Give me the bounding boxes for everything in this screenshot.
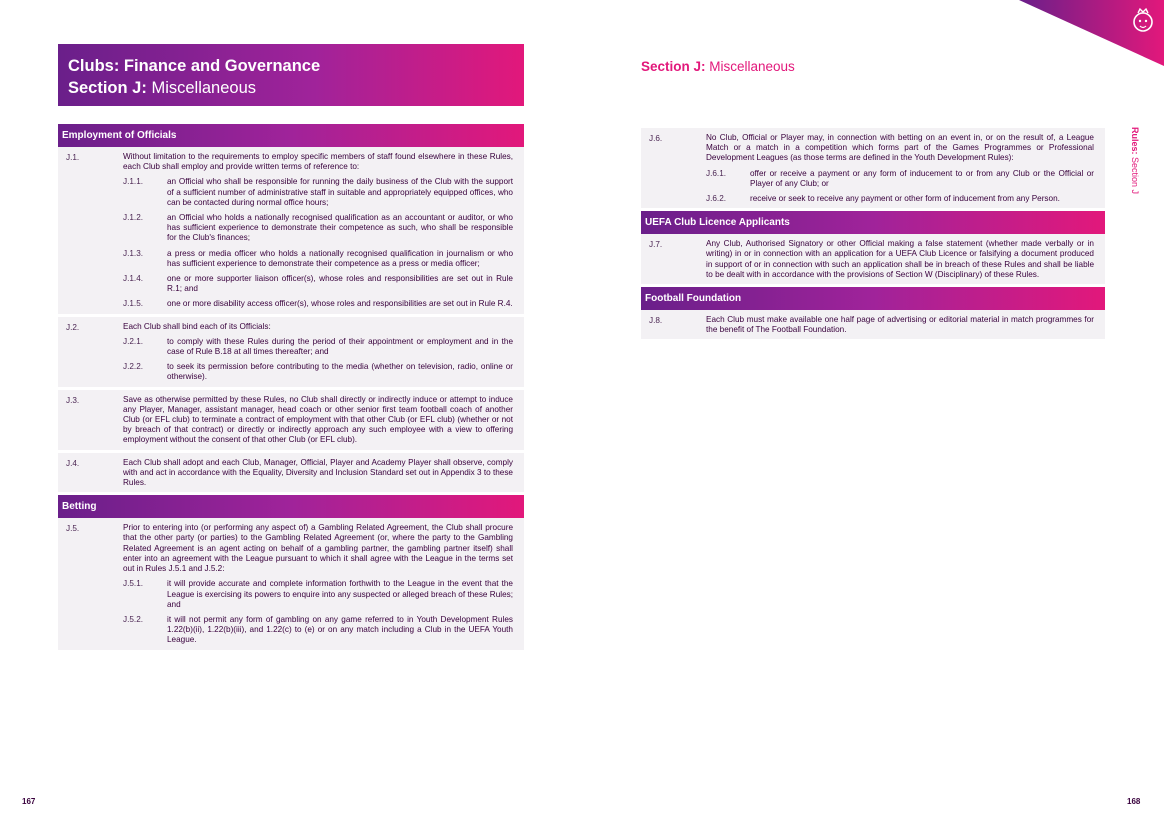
page-subtitle: Section J: Miscellaneous: [68, 79, 256, 97]
sub-rule: [123, 274, 513, 294]
sub-rule: [123, 177, 513, 208]
sub-rule-number: J.1.4.: [123, 274, 144, 284]
left-column: [58, 124, 524, 653]
section-heading-uefa: UEFA Club Licence Applicants: [641, 211, 1105, 234]
rule-text: Each Club shall adopt and each Club, Manager, Official, Player and Academy Player shall observe, comply with and act in accordance with the Equality, Diversity and Inclusion Standard set out in Appendix 3 to these Rules.: [123, 457, 513, 488]
sub-rule-text: offer or receive a payment or any form of inducement to or from any Club or the Official or Player of any Club; or: [750, 168, 1094, 188]
section-heading-foundation: Football Foundation: [641, 287, 1105, 310]
rule-text: Without limitation to the requirements to employ specific members of staff found elsewhere in these Rules, each Club shall employ and provide written terms of reference to:: [123, 152, 513, 172]
rule-number: J.8.: [649, 316, 663, 326]
sub-rule: [123, 299, 513, 309]
page-number-right: 168: [1127, 797, 1141, 806]
section-heading-betting: Betting: [58, 495, 524, 518]
right-column: [641, 128, 1105, 342]
page-title: Clubs: Finance and Governance: [68, 57, 321, 75]
sub-rule-text: a press or media officer who holds a nationally recognised qualification in journalism or who has sufficient experience to demonstrate their competence as a press or media officer;: [167, 248, 513, 268]
rule-text: Each Club must make available one half page of advertising or editorial material in match programmes for the benefit of The Football Foundation.: [706, 315, 1094, 335]
rule-text: Save as otherwise permitted by these Rules, no Club shall directly or indirectly induce or attempt to induce any Player, Manager, assistant manager, head coach or other senior first team football coach of another Club (or EFL club) to terminate a contract of employment with that other Club (or EFL club) (whether or not by breach of that contract) or directly or indirectly approach any such employee with a view to offering employment without the consent of that other Club (or EFL club).: [123, 394, 513, 445]
sub-rule-number: J.5.1.: [123, 579, 144, 589]
rule-j7: [641, 234, 1105, 284]
side-running-head: Rules: Section J: [1130, 127, 1140, 195]
section-heading-employment: Employment of Officials: [58, 124, 524, 147]
sub-rule: [123, 249, 513, 269]
sub-rule-text: it will provide accurate and complete information forthwith to the League in the event that the League is exercising its powers to enquire into any suspected or alleged breach of these Rules; and: [167, 579, 513, 609]
sub-rule-number: J.1.5.: [123, 299, 144, 309]
sub-rule: [706, 194, 1094, 204]
corner-banner: [1019, 0, 1164, 66]
rule-j8: [641, 310, 1105, 339]
right-section-title: Section J: Miscellaneous: [641, 59, 795, 74]
rule-number: J.1.: [66, 153, 80, 162]
rule-number: J.3.: [66, 395, 80, 405]
sub-rule-number: J.2.2.: [123, 362, 144, 372]
rule-text: Prior to entering into (or performing any aspect of) a Gambling Related Agreement, the Club shall procure that the other party (or parties) to the Gambling Related Agreement (or, where the party to the Gambling Related Agreement is an agent acting on behalf of a gambling partner, the gambling partner itself) shall enter into an agreement with the League pursuant to which it shall agree with the League in the terms set out in Rules J.5.1 and J.5.2:: [123, 523, 513, 574]
rule-j4: [58, 453, 524, 493]
rule-text: Any Club, Authorised Signatory or other Official making a false statement (whether made verbally or in writing) in or in connection with an application for a UEFA Club Licence or falsifying a document produced in support of or in connection with such an application shall be in breach of these Rules and shall be liable to be dealt with in accordance with the provisions of Section W (Disciplinary) of these Rules.: [706, 239, 1094, 279]
sub-rule-number: J.2.1.: [123, 336, 144, 346]
sub-rule-text: one or more disability access officer(s), whose roles and responsibilities are set out in Rule R.4.: [167, 299, 513, 309]
rule-j1: [58, 147, 524, 314]
sub-rule: [123, 213, 513, 244]
sub-rule-number: J.1.3.: [123, 248, 144, 258]
rule-j5: [58, 518, 524, 649]
sub-rule-number: J.1.2.: [123, 213, 144, 223]
rule-j3: [58, 390, 524, 450]
rule-number: J.2.: [66, 322, 80, 332]
sub-rule: [123, 362, 513, 382]
page-number-left: 167: [22, 797, 36, 806]
sub-rule-text: an Official who shall be responsible for running the daily business of the Club with the support of a sufficient number of administrative staff in suitable and appropriately equipped offices, who can be contacted during normal office hours;: [167, 177, 513, 207]
sub-rule-text: to seek its permission before contributing to the media (whether on television, radio, online or otherwise).: [167, 362, 513, 382]
sub-rule: [706, 169, 1094, 189]
sub-rule-number: J.6.2.: [706, 194, 727, 204]
sub-rule-text: to comply with these Rules during the period of their appointment or employment and in the case of Rule B.18 at all times thereafter; and: [167, 336, 513, 357]
sub-rule-number: J.1.1.: [123, 177, 144, 187]
sub-rule-text: receive or seek to receive any payment or other form of inducement from any Person.: [750, 194, 1060, 204]
rule-number: J.4.: [66, 458, 80, 468]
sub-rule-text: one or more supporter liaison officer(s), whose roles and responsibilities are set out in Rule R.1; and: [167, 274, 513, 294]
rule-number: J.6.: [649, 134, 663, 143]
rule-number: J.7.: [649, 240, 663, 250]
rule-j2: [58, 317, 524, 387]
rule-text: Each Club shall bind each of its Officials:: [123, 321, 271, 331]
sub-rule: [123, 579, 513, 610]
rule-number: J.5.: [66, 524, 80, 534]
sub-rule-text: it will not permit any form of gambling on any game referred to in Youth Development Rules 1.22(b)(ii), 1.22(b)(iii), and 1.22(c) to (e) or on any match including a Club in the UEFA Youth League.: [167, 614, 513, 645]
page-title-block: [58, 44, 524, 106]
rule-j6: [641, 128, 1105, 208]
sub-rule: [123, 337, 513, 357]
sub-rule-number: J.6.1.: [706, 168, 727, 178]
sub-rule-text: an Official who holds a nationally recognised qualification as an accountant or auditor, or who has sufficient experience to demonstrate their competence as such, who shall be responsible for the Club's finances;: [167, 213, 513, 243]
rule-text: No Club, Official or Player may, in connection with betting on an event in, or on the result of, a League Match or a match in a competition which forms part of the Games Programmes or Professional Development Leagues (as those terms are defined in the Youth Development Rules):: [706, 133, 1094, 163]
sub-rule: [123, 615, 513, 646]
sub-rule-number: J.5.2.: [123, 614, 144, 624]
